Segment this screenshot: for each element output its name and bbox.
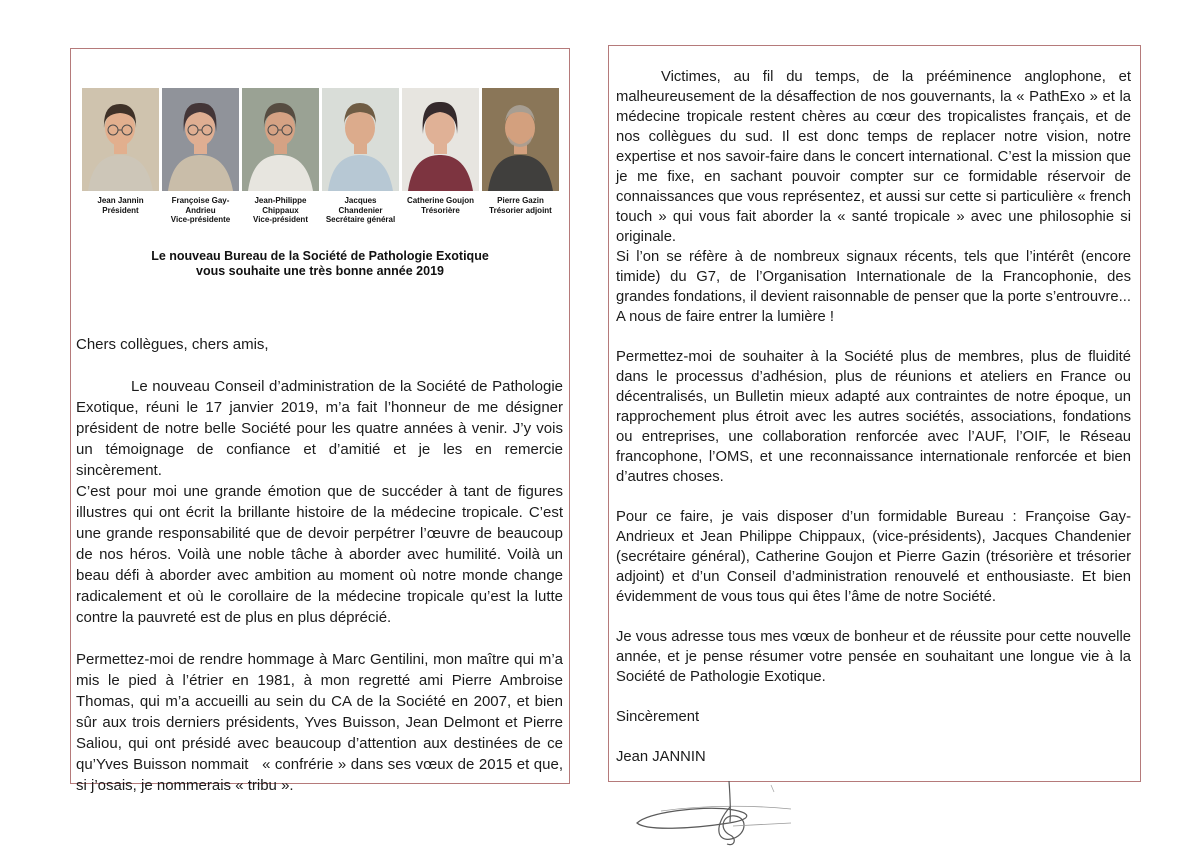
card-title-line1: Le nouveau Bureau de la Société de Pathologie Exotique (151, 248, 489, 263)
signer-name: Jean JANNIN (616, 749, 706, 765)
member-name: Pierre Gazin (497, 196, 544, 205)
closing: Sincèrement (616, 709, 700, 725)
portrait-pierre-gazin-photo (482, 88, 559, 191)
greeting: Chers collègues, chers amis, (76, 335, 269, 353)
member-card-jean-philippe-chippaux (242, 88, 319, 225)
portrait-francoise-gay-andrieu-photo (162, 88, 239, 191)
card-title-line2: vous souhaite une très bonne année 2019 (196, 263, 444, 278)
member-card-catherine-goujon (402, 88, 479, 225)
member-role: Trésorier adjoint (489, 205, 552, 215)
paragraph: C’est pour moi une grande émotion que de succéder à tant de figures illustres qui ont écrit la brillante histoire de la médecine tropicale. C’est une grande responsabilité que de devoir perpétrer l’œuvre de beaucoup de nos héros. Voilà une noble tâche à aborder avec humilité. Voilà un beau défi à aborder avec ambition au moment où notre monde change radicalement et où le corollaire de la médecine tropicale qu’est la lutte contre la pauvreté est de plus en plus déprécié. (76, 482, 563, 626)
member-name: Françoise Gay-Andrieu (171, 196, 230, 215)
paragraph: Victimes, au fil du temps, de la prééminence anglophone, et malheureusement de la désaffection de nos gouvernants, la « PathExo » et la médecine tropicale restent chères au cœur des tropicalistes français, et de nos collègues du sud. Il est donc temps de replacer notre vision, notre expertise et nos savoir-faire dans le concert international. C’est la mission que je me fixe, en sachant pouvoir compter sur ce formidable réservoir de connaissances que vous représentez, et aussi sur cette si particulière « french touch » qui vous fait aborder la « santé tropicale » avec une philosophie si originale. (616, 69, 1131, 245)
paragraph: Le nouveau Conseil d’administration de la Société de Pathologie Exotique, réuni le 17 janvier 2019, m’a fait l’honneur de me désigner président de notre belle Société pour les quatre années à venir. J’y vois un témoignage de confiance et d’amitié et je les en remercie sincèrement. (76, 377, 563, 479)
paragraph: Permettez-moi de souhaiter à la Société plus de membres, plus de fluidité dans le processus d’adhésion, plus de réunions et ateliers en France ou décentralisés, un Bulletin mieux adapté aux contraintes de notre époque, un rapprochement plus étroit avec les autres sociétés, associations, fondations ou entreprises, une collaboration renforcée avec l’AUF, l’OIF, le Réseau francophone, l’OMS, et une reconnaissance internationale renforcée et bien d’autres choses. (616, 349, 1131, 485)
paragraph: Je vous adresse tous mes vœux de bonheur et de réussite pour cette nouvelle année, et je pense résumer votre pensée en souhaitant une longue vie à la Société de Pathologie Exotique. (616, 629, 1131, 685)
member-name: Catherine Goujon (406, 196, 475, 205)
portrait-jean-jannin-photo (82, 88, 159, 191)
member-card-francoise-gay-andrieu (162, 88, 239, 225)
portrait-jean-philippe-chippaux-photo (242, 88, 319, 191)
letter-body-page2 (609, 46, 1140, 767)
paragraph: Si l’on se réfère à de nombreux signaux récents, tels que l’intérêt (encore timide) du G7, de l’Organisation Internationale de la Francophonie, des grandes fondations, il devient raisonnable de penser que la porte s’entrouvre... A nous de faire entrer la lumière ! (616, 249, 1131, 325)
handwritten-signature (631, 777, 806, 859)
paragraph: Pour ce faire, je vais disposer d’un formidable Bureau : Françoise Gay-Andrieux et Jean Philippe Chippaux, (vice-présidents), Jacques Chandenier (secrétaire général), Catherine Goujon et Pierre Gazin (trésorière et trésorier adjoint) et d’un Conseil d’administration renouvelé et enthousiaste. Et bien évidemment de vous tous qui êtes l’âme de notre Société. (616, 509, 1131, 605)
portrait-catherine-goujon-photo (402, 88, 479, 191)
member-card-jacques-chandenier (322, 88, 399, 225)
member-name: Jean-Philippe Chippaux (254, 196, 307, 215)
portrait-jacques-chandenier-photo (322, 88, 399, 191)
member-name: Jean Jannin (97, 196, 144, 205)
letter-page-2 (608, 45, 1141, 782)
member-role: Vice-présidente (170, 215, 231, 224)
member-role: Vice-président (253, 215, 308, 224)
member-card-pierre-gazin (482, 88, 559, 225)
member-role: Président (102, 205, 139, 215)
member-role: Secrétaire général (325, 215, 396, 224)
member-role: Trésorière (421, 205, 460, 215)
member-card-jean-jannin (82, 88, 159, 225)
letter-page-1 (70, 48, 570, 794)
new-year-card-title (71, 249, 569, 279)
bureau-photo-strip (75, 88, 566, 225)
letter-body-page1 (76, 334, 563, 796)
paragraph: Permettez-moi de rendre hommage à Marc Gentilini, mon maître qui m’a mis le pied à l’étrier en 1981, à mon regretté ami Pierre Ambroise Thomas, qui m’a accueilli au sein du CA de la Société en 2007, et bien sûr aux trois derniers présidents, Yves Buisson, Jean Delmont et Pierre Saliou, qui ont présidé avec beaucoup d’attention aux destinées de ce qu’Yves Buisson nommait « confrérie » dans ses vœux de 2015 et que, si j’osais, je nommerais « tribu ». (76, 650, 563, 794)
member-name: Jacques Chandenier (338, 196, 383, 215)
